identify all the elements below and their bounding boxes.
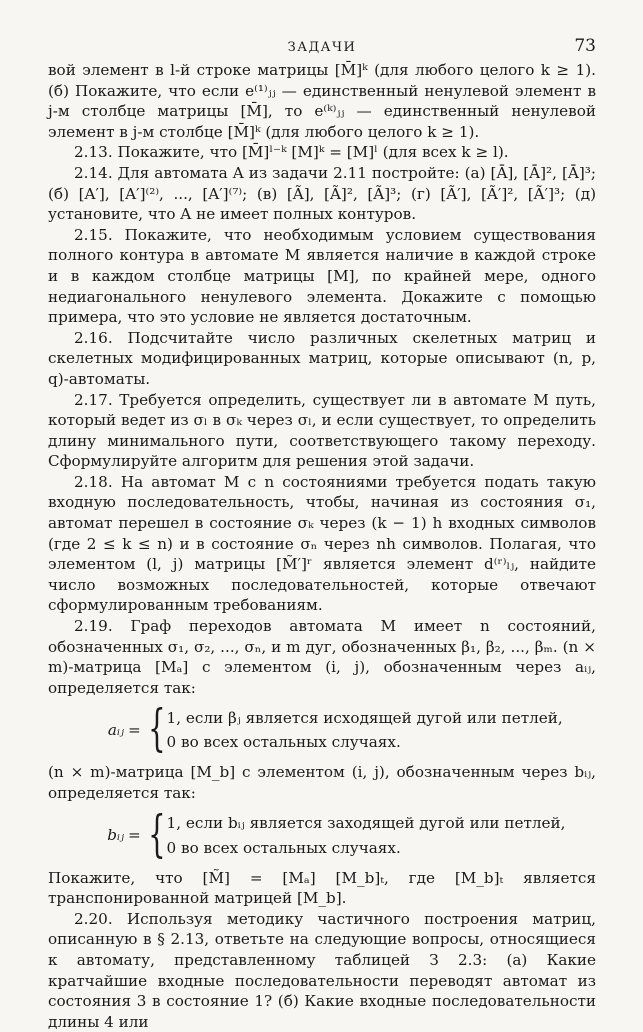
problem-2-19-c: Покажите, что [M̃] = [Mₐ] [M_b]ₜ, где [M_b]ₜ является транспонированной матрицей [M_b]. [48,868,596,908]
formula-b-lhs: bᵢⱼ [107,826,124,845]
formula-a-case-1: 1, если βⱼ является исходящей дугой или петлей, [166,708,563,727]
page [48,30,596,1032]
paragraph-continued: вой элемент в l-й строке матрицы [M̄]ᵏ (для любого целого k ≥ 1). (б) Покажите, что если e⁽¹⁾ⱼⱼ — единственный ненулевой элемент в j-м столбце матрицы [M̄], то e⁽ᵏ⁾ⱼⱼ — единственный ненулевой элемент в j-м столбце [M̄]ᵏ (для любого целого k ≥ 1). [48,61,596,141]
problem-2-20: 2.20. Используя методику частичного построения матриц, описанную в § 2.13, ответьте на следующие вопросы, относящиеся к автомату, представленному таблицей З 2.3: (а) Какие кратчайшие входные последовательности переводят автомат из состояния 3 в состояние 1? (б) Какие входные последовательности длины 4 или [48,909,596,1031]
brace-icon: { [147,804,166,863]
page-number: 73 [574,36,596,56]
formula-a-cases [167,708,563,753]
page-body [48,60,596,1032]
brace-icon: { [147,699,166,758]
formula-b-cases [167,813,566,858]
running-title: ЗАДАЧИ [287,40,357,55]
problem-2-18: 2.18. На автомат M с n состояниями требуется подать такую входную последовательность, чтобы, начиная из состояния σ₁, автомат перешел в состояние σₖ через (k − 1) h входных символов (где 2 ≤ k ≤ n) и в состояние σₙ через nh символов. Полагая, что элементом (l, j) матрицы [M̃′]ʳ является элемент d⁽ʳ⁾ₗⱼ, найдите число возможных последовательностей, которые отвечают сформулированным требованиям. [48,472,596,615]
problem-2-14: 2.14. Для автомата A из задачи 2.11 постройте: (а) [Ā], [Ā]², [Ā]³; (б) [A′], [A′]⁽²⁾, ..., [A′]⁽⁷⁾; (в) [Ã], [Ã]², [Ã]³; (г) [Ã′], [Ã′]², [Ã′]³; (д) установите, что A не имеет полных контуров. [48,163,596,224]
formula-a-case-2: 0 во всех остальных случаях. [166,733,401,752]
page-header [48,30,596,60]
problem-2-15: 2.15. Покажите, что необходимым условием существования полного контура в автомате M является наличие в каждой строке и в каждом столбце матрицы [M], по крайней мере, одного недиагонального ненулевого элемента. Докажите с помощью примера, что это условие не является достаточным. [48,225,596,327]
problem-2-19-b: (n × m)-матрица [M_b] с элементом (i, j), обозначенным через bᵢⱼ, определяется так: [48,763,596,802]
formula-a: aᵢⱼ = { 1, если βⱼ является исходящей дугой или петлей, 0 во всех остальных случаях. [88,702,596,758]
problem-2-17: 2.17. Требуется определить, существует ли в автомате M путь, который ведет из σₗ в σₖ через σₗ, и если существует, то определить длину минимального пути, соответствующего такому переходу. Сформулируйте алгоритм для решения этой задачи. [48,390,596,471]
formula-b: bᵢⱼ = { 1, если bᵢⱼ является заходящей дугой или петлей, 0 во всех остальных случаях. [88,808,596,864]
problem-2-19: 2.19. Граф переходов автомата M имеет n состояний, обозначенных σ₁, σ₂, ..., σₙ, и m дуг, обозначенных β₁, β₂, ..., βₘ. (n × m)-матрица [Mₐ] с элементом (i, j), обозначенным через aᵢⱼ, определяется так: [48,617,596,697]
formula-b-case-1: 1, если bᵢⱼ является заходящей дугой или петлей, [166,814,566,832]
formula-b-case-2: 0 во всех остальных случаях. [166,838,401,857]
problem-2-16: 2.16. Подсчитайте число различных скелетных матриц и скелетных модифицированных матриц, которые описывают (n, p, q)-автоматы. [48,328,596,388]
problem-2-13: 2.13. Покажите, что [M̄]ˡ⁻ᵏ [M]ᵏ = [M]ˡ (для всех k ≥ l). [74,143,509,162]
formula-a-lhs: aᵢⱼ [107,721,124,740]
